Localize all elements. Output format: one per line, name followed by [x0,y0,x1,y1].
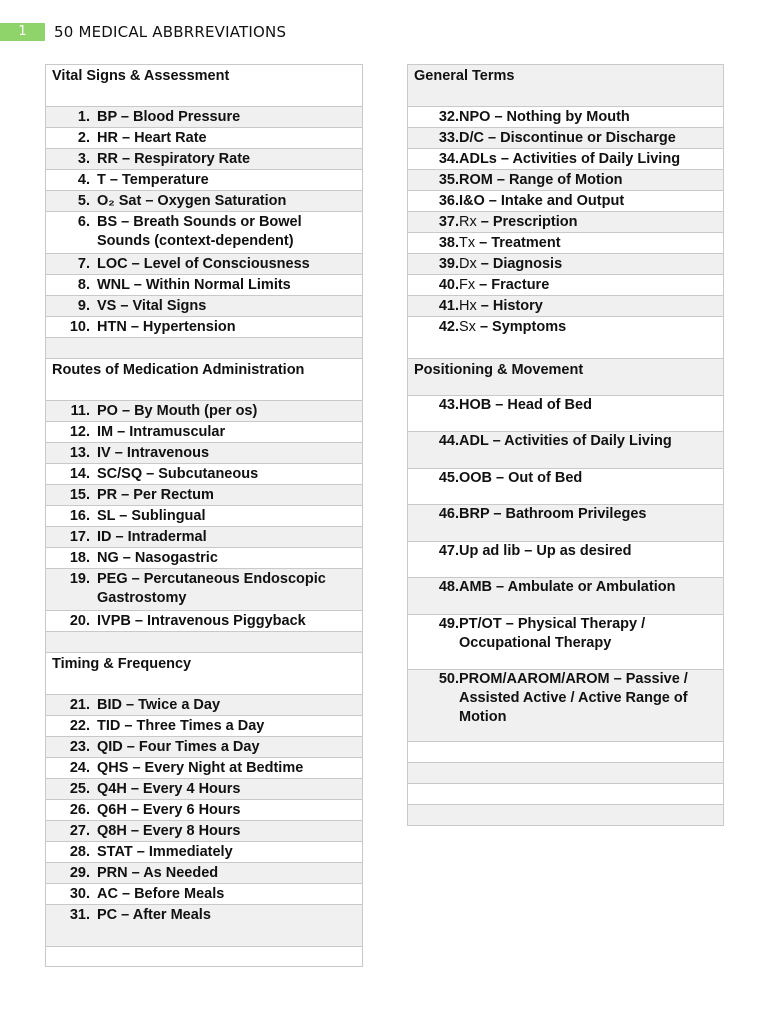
list-item: 8. WNL – Within Normal Limits [46,275,362,296]
section-heading-vital-signs: Vital Signs & Assessment [46,65,362,107]
list-item: 14. SC/SQ – Subcutaneous [46,464,362,485]
list-item: 13. IV – Intravenous [46,443,362,464]
list-item: 40. Fx – Fracture [408,275,723,296]
list-item: 6. BS – Breath Sounds or Bowel Sounds (context-dependent) [46,212,362,254]
list-item: 27. Q8H – Every 8 Hours [46,821,362,842]
list-item: 15. PR – Per Rectum [46,485,362,506]
spacer-row [408,742,723,763]
right-column-table [407,64,724,826]
list-item: 36. I&O – Intake and Output [408,191,723,212]
list-item: 47. Up ad lib – Up as desired [408,542,723,578]
spacer-row [408,805,723,826]
list-item: 25. Q4H – Every 4 Hours [46,779,362,800]
list-item: 44. ADL – Activities of Daily Living [408,432,723,469]
list-item: 18. NG – Nasogastric [46,548,362,569]
list-item: 10. HTN – Hypertension [46,317,362,338]
list-item: 49. PT/OT – Physical Therapy / Occupational Therapy [408,615,723,670]
list-item: 16. SL – Sublingual [46,506,362,527]
list-item: 1. BP – Blood Pressure [46,107,362,128]
list-item: 4. T – Temperature [46,170,362,191]
list-item: 22. TID – Three Times a Day [46,716,362,737]
list-item: 50. PROM/AAROM/AROM – Passive / Assisted Active / Active Range of Motion [408,670,723,742]
list-item: 31. PC – After Meals [46,905,362,947]
left-column-table [45,64,363,967]
list-item: 12. IM – Intramuscular [46,422,362,443]
list-item: 2. HR – Heart Rate [46,128,362,149]
document-title: 50 MEDICAL ABBRREVIATIONS [54,22,287,41]
list-item: 11. PO – By Mouth (per os) [46,401,362,422]
list-item: 32. NPO – Nothing by Mouth [408,107,723,128]
list-item: 3. RR – Respiratory Rate [46,149,362,170]
spacer-row [46,632,362,653]
list-item: 21. BID – Twice a Day [46,695,362,716]
spacer-row [408,784,723,805]
list-item: 45. OOB – Out of Bed [408,469,723,505]
list-item: 29. PRN – As Needed [46,863,362,884]
list-item: 42. Sx – Symptoms [408,317,723,359]
spacer-row [46,338,362,359]
list-item: 34. ADLs – Activities of Daily Living [408,149,723,170]
list-item: 9. VS – Vital Signs [46,296,362,317]
list-item: 24. QHS – Every Night at Bedtime [46,758,362,779]
list-item: 7. LOC – Level of Consciousness [46,254,362,275]
list-item: 20. IVPB – Intravenous Piggyback [46,611,362,632]
list-item: 33. D/C – Discontinue or Discharge [408,128,723,149]
list-item: 41. Hx – History [408,296,723,317]
list-item: 26. Q6H – Every 6 Hours [46,800,362,821]
list-item: 19. PEG – Percutaneous Endoscopic Gastrostomy [46,569,362,611]
section-heading-general-terms: General Terms [408,65,723,107]
list-item: 39. Dx – Diagnosis [408,254,723,275]
spacer-row [46,947,362,967]
list-item: 37. Rx – Prescription [408,212,723,233]
list-item: 43. HOB – Head of Bed [408,396,723,432]
list-item: 46. BRP – Bathroom Privileges [408,505,723,542]
list-item: 30. AC – Before Meals [46,884,362,905]
page-header [0,22,286,41]
list-item: 5. O₂ Sat – Oxygen Saturation [46,191,362,212]
section-heading-timing: Timing & Frequency [46,653,362,695]
list-item: 35. ROM – Range of Motion [408,170,723,191]
list-item: 17. ID – Intradermal [46,527,362,548]
section-heading-positioning: Positioning & Movement [408,359,723,396]
list-item: 23. QID – Four Times a Day [46,737,362,758]
spacer-row [408,763,723,784]
list-item: 28. STAT – Immediately [46,842,362,863]
page-number-badge: 1 [0,23,45,41]
section-heading-routes: Routes of Medication Administration [46,359,362,401]
list-item: 38. Tx – Treatment [408,233,723,254]
list-item: 48. AMB – Ambulate or Ambulation [408,578,723,615]
